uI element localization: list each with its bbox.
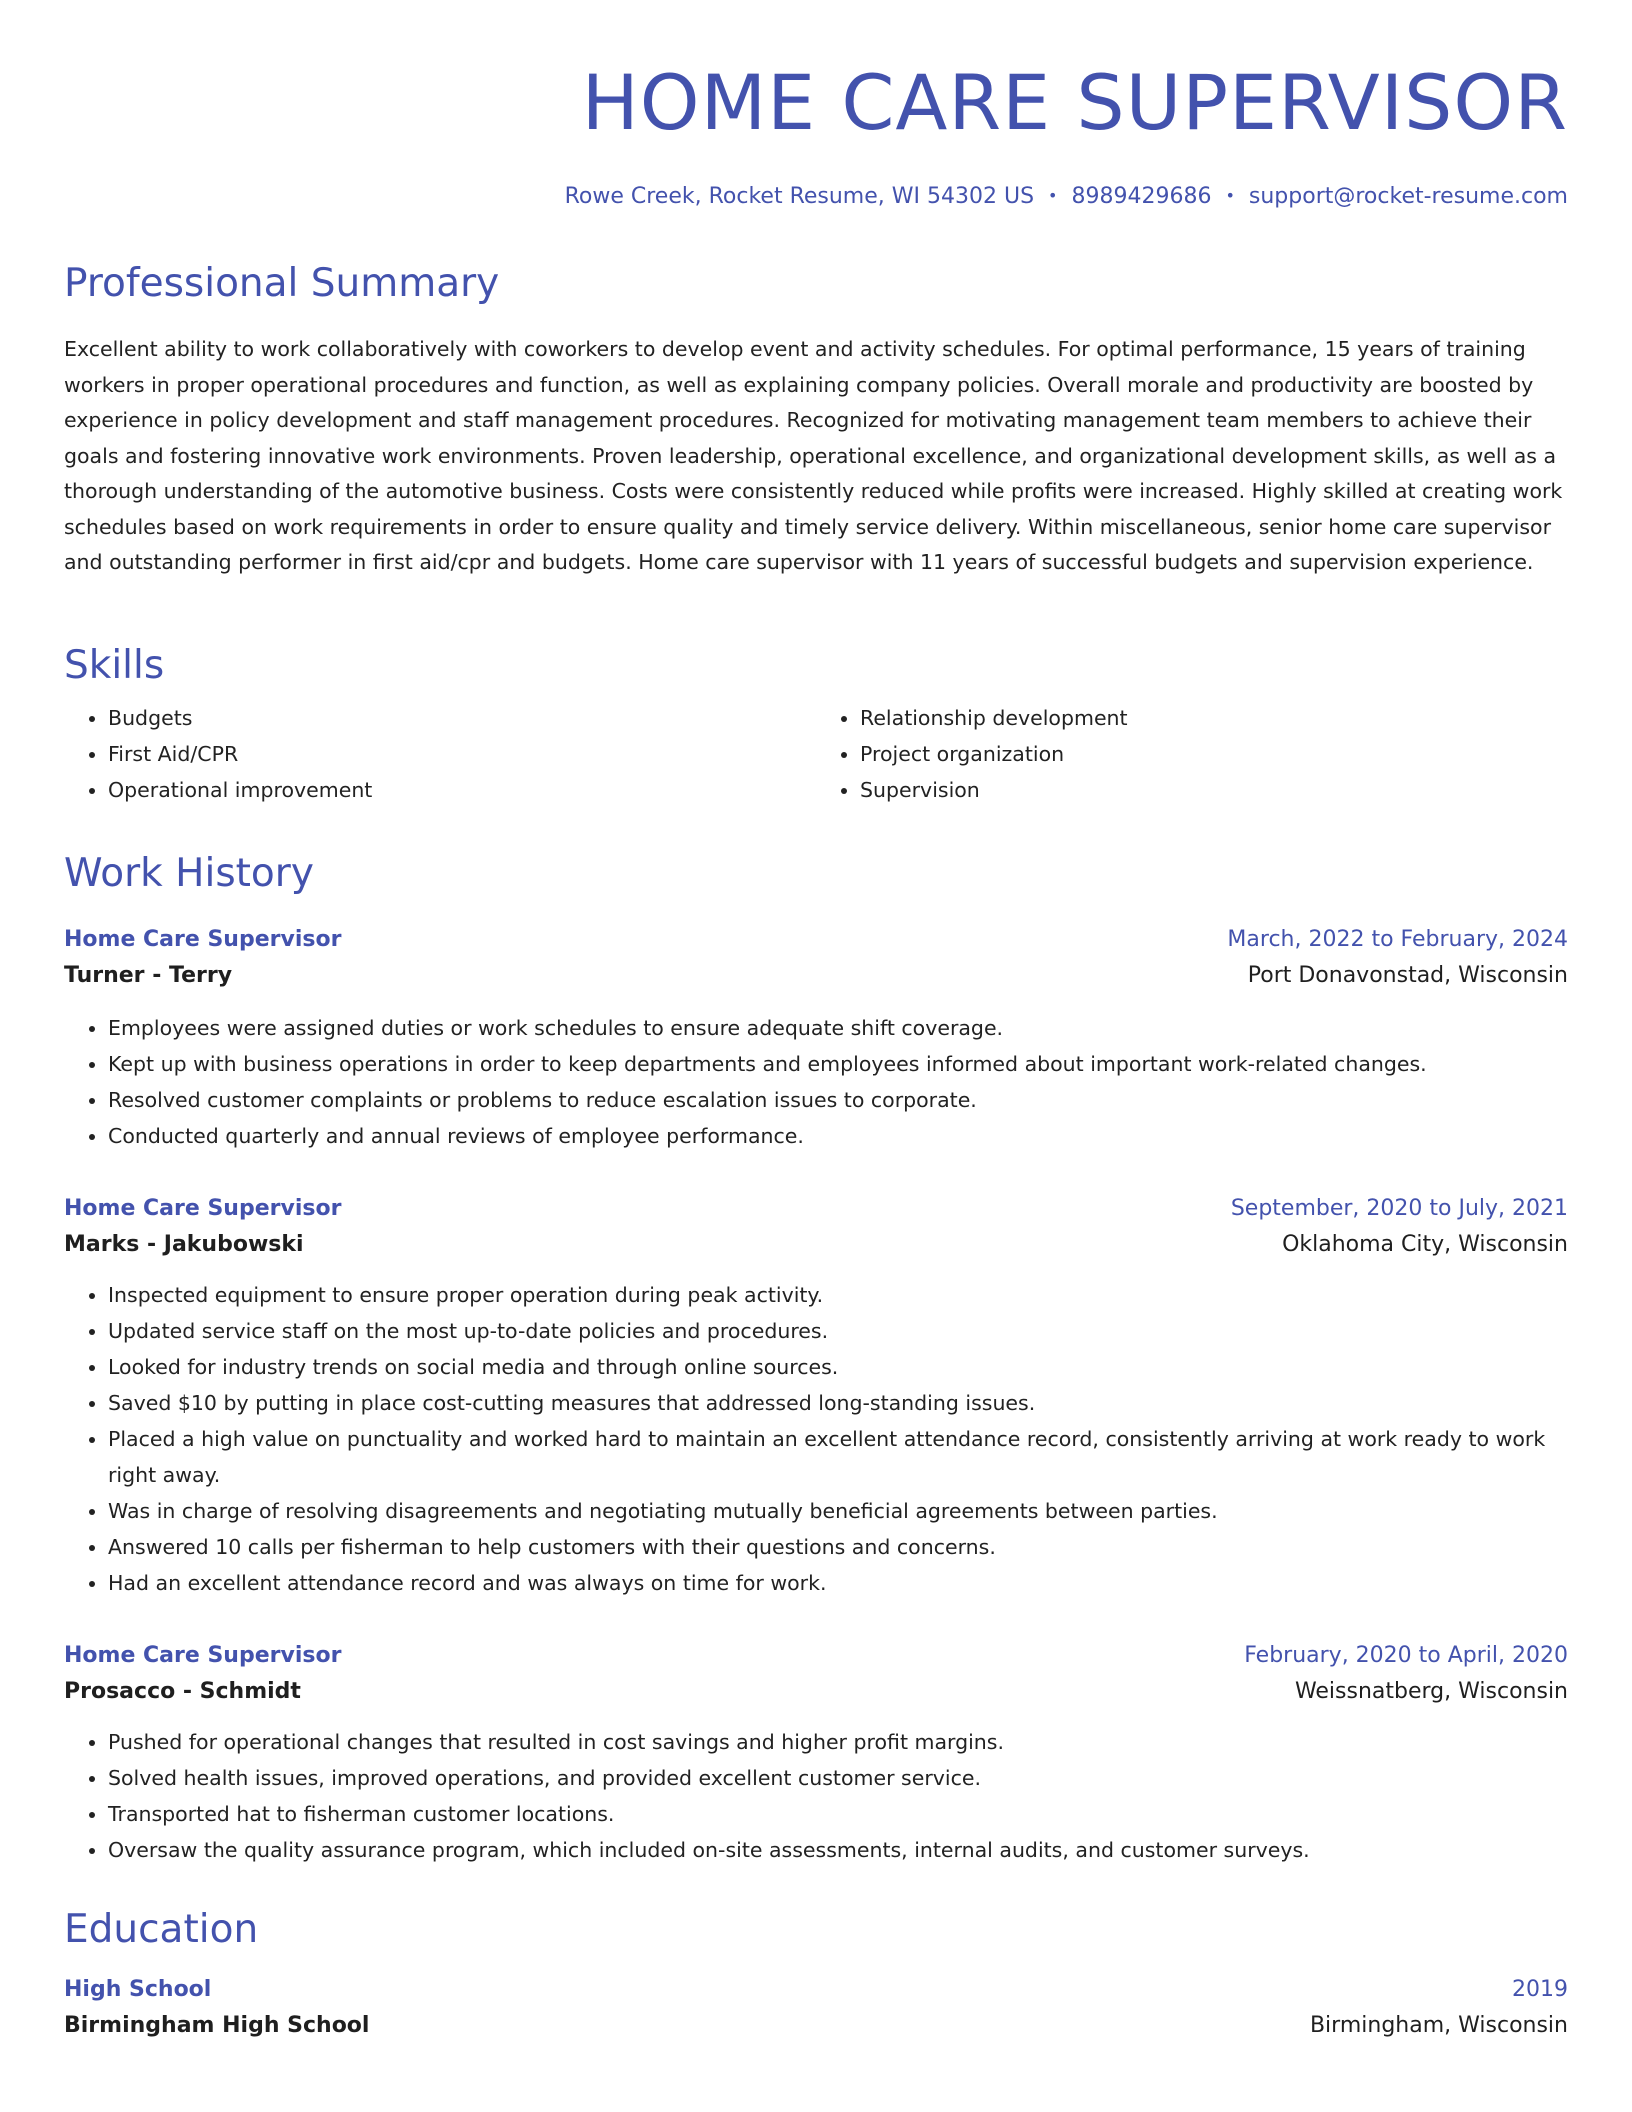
- education-header-row: [64, 1972, 1568, 2008]
- section-title-education: Education: [64, 1907, 259, 1952]
- job-location: Port Donavonstad, Wisconsin: [1247, 963, 1568, 988]
- job-title: Home Care Supervisor: [64, 1643, 342, 1668]
- job-bullets: [64, 1724, 1568, 1868]
- work-history-section: [64, 848, 1568, 900]
- job-header-row: [64, 1638, 1568, 1674]
- contact-address: Rowe Creek, Rocket Resume, WI 54302 US: [564, 184, 1035, 209]
- job-bullet: • Looked for industry trends on social media and through online sources.: [108, 1349, 1568, 1385]
- education-degree: High School: [64, 1977, 212, 2002]
- job-bullets: [64, 1010, 1568, 1154]
- job-entry: [64, 1638, 1568, 1868]
- skill-item: • Supervision: [860, 772, 1568, 808]
- education-section: [64, 1904, 1568, 2044]
- job-bullet: • Was in charge of resolving disagreements and negotiating mutually beneficial agreements between parties.: [108, 1493, 1568, 1529]
- job-company-row: [64, 1674, 1568, 1710]
- skills-list-right: [816, 700, 1568, 808]
- job-bullet: • Conducted quarterly and annual reviews of employee performance.: [108, 1118, 1568, 1154]
- job-entry: [64, 1191, 1568, 1601]
- job-bullet: • Saved $10 by putting in place cost-cutting measures that addressed long-standing issues.: [108, 1385, 1568, 1421]
- job-bullet: • Updated service staff on the most up-to-date policies and procedures.: [108, 1313, 1568, 1349]
- job-entry: [64, 922, 1568, 1154]
- job-company: Turner - Terry: [64, 963, 233, 988]
- job-company: Prosacco - Schmidt: [64, 1679, 301, 1704]
- education-school-row: [64, 2008, 1568, 2044]
- skill-item: • Project organization: [860, 736, 1568, 772]
- job-header-row: [64, 922, 1568, 958]
- job-dates: March, 2022 to February, 2024: [1227, 927, 1568, 952]
- section-title-skills: Skills: [64, 643, 165, 688]
- summary-section: [64, 258, 1568, 581]
- job-company-row: [64, 1227, 1568, 1263]
- skill-item: • Operational improvement: [108, 772, 816, 808]
- education-location: Birmingham, Wisconsin: [1309, 2013, 1568, 2038]
- section-title-work-history: Work History: [64, 851, 314, 896]
- job-bullet: • Transported hat to fisherman customer locations.: [108, 1796, 1568, 1832]
- job-company: Marks - Jakubowski: [64, 1232, 304, 1257]
- contact-line: [64, 180, 1568, 213]
- job-dates: February, 2020 to April, 2020: [1244, 1643, 1568, 1668]
- job-bullet: • Employees were assigned duties or work schedules to ensure adequate shift coverage.: [108, 1010, 1568, 1046]
- job-bullet: • Placed a high value on punctuality and worked hard to maintain an excellent attendance record, consistently arriving at work ready to work right away.: [108, 1421, 1568, 1493]
- job-bullet: • Inspected equipment to ensure proper operation during peak activity.: [108, 1277, 1568, 1313]
- skills-columns: [64, 700, 1568, 808]
- summary-text: Excellent ability to work collaboratively with coworkers to develop event and activity schedules. For optimal performance, 15 years of training workers in proper operational procedures and function, as well as explaining company policies. Overall morale and productivity are boosted by experience in policy development and staff management procedures. Recognized for motivating management team members to achieve their goals and fostering innovative work environments. Proven leadership, operational excellence, and organizational development skills, as well as a thorough understanding of the automotive business. Costs were consistently reduced while profits were increased. Highly skilled at creating work schedules based on work requirements in order to ensure quality and timely service delivery. Within miscellaneous, senior home care supervisor and outstanding performer in first aid/cpr and budgets. Home care supervisor with 11 years of successful budgets and supervision experience.: [64, 337, 1563, 574]
- candidate-title: HOME CARE SUPERVISOR: [581, 58, 1568, 147]
- job-bullets: [64, 1277, 1568, 1601]
- job-company-row: [64, 958, 1568, 994]
- skill-item: • Budgets: [108, 700, 816, 736]
- education-year: 2019: [1512, 1977, 1568, 2002]
- job-bullet: • Answered 10 calls per fisherman to help customers with their questions and concerns.: [108, 1529, 1568, 1565]
- section-title-summary: Professional Summary: [64, 261, 500, 306]
- job-bullet: • Pushed for operational changes that resulted in cost savings and higher profit margins.: [108, 1724, 1568, 1760]
- skills-section: [64, 640, 1568, 808]
- skill-item: • First Aid/CPR: [108, 736, 816, 772]
- job-bullet: • Kept up with business operations in order to keep departments and employees informed about important work-related changes.: [108, 1046, 1568, 1082]
- job-dates: September, 2020 to July, 2021: [1230, 1196, 1568, 1221]
- education-school: Birmingham High School: [64, 2013, 370, 2038]
- contact-phone[interactable]: 8989429686: [1071, 184, 1212, 209]
- skill-item: • Relationship development: [860, 700, 1568, 736]
- job-location: Weissnatberg, Wisconsin: [1294, 1679, 1568, 1704]
- contact-separator: •: [1048, 186, 1058, 205]
- job-bullet: • Oversaw the quality assurance program, which included on-site assessments, internal audits, and customer surveys.: [108, 1832, 1568, 1868]
- job-title: Home Care Supervisor: [64, 927, 342, 952]
- skills-list-left: [64, 700, 816, 808]
- job-header-row: [64, 1191, 1568, 1227]
- job-title: Home Care Supervisor: [64, 1196, 342, 1221]
- job-bullet: • Resolved customer complaints or problems to reduce escalation issues to corporate.: [108, 1082, 1568, 1118]
- job-location: Oklahoma City, Wisconsin: [1282, 1232, 1568, 1257]
- contact-email[interactable]: support@rocket-resume.com: [1248, 184, 1568, 209]
- job-bullet: • Had an excellent attendance record and was always on time for work.: [108, 1565, 1568, 1601]
- job-bullet: • Solved health issues, improved operations, and provided excellent customer service.: [108, 1760, 1568, 1796]
- contact-separator: •: [1225, 186, 1235, 205]
